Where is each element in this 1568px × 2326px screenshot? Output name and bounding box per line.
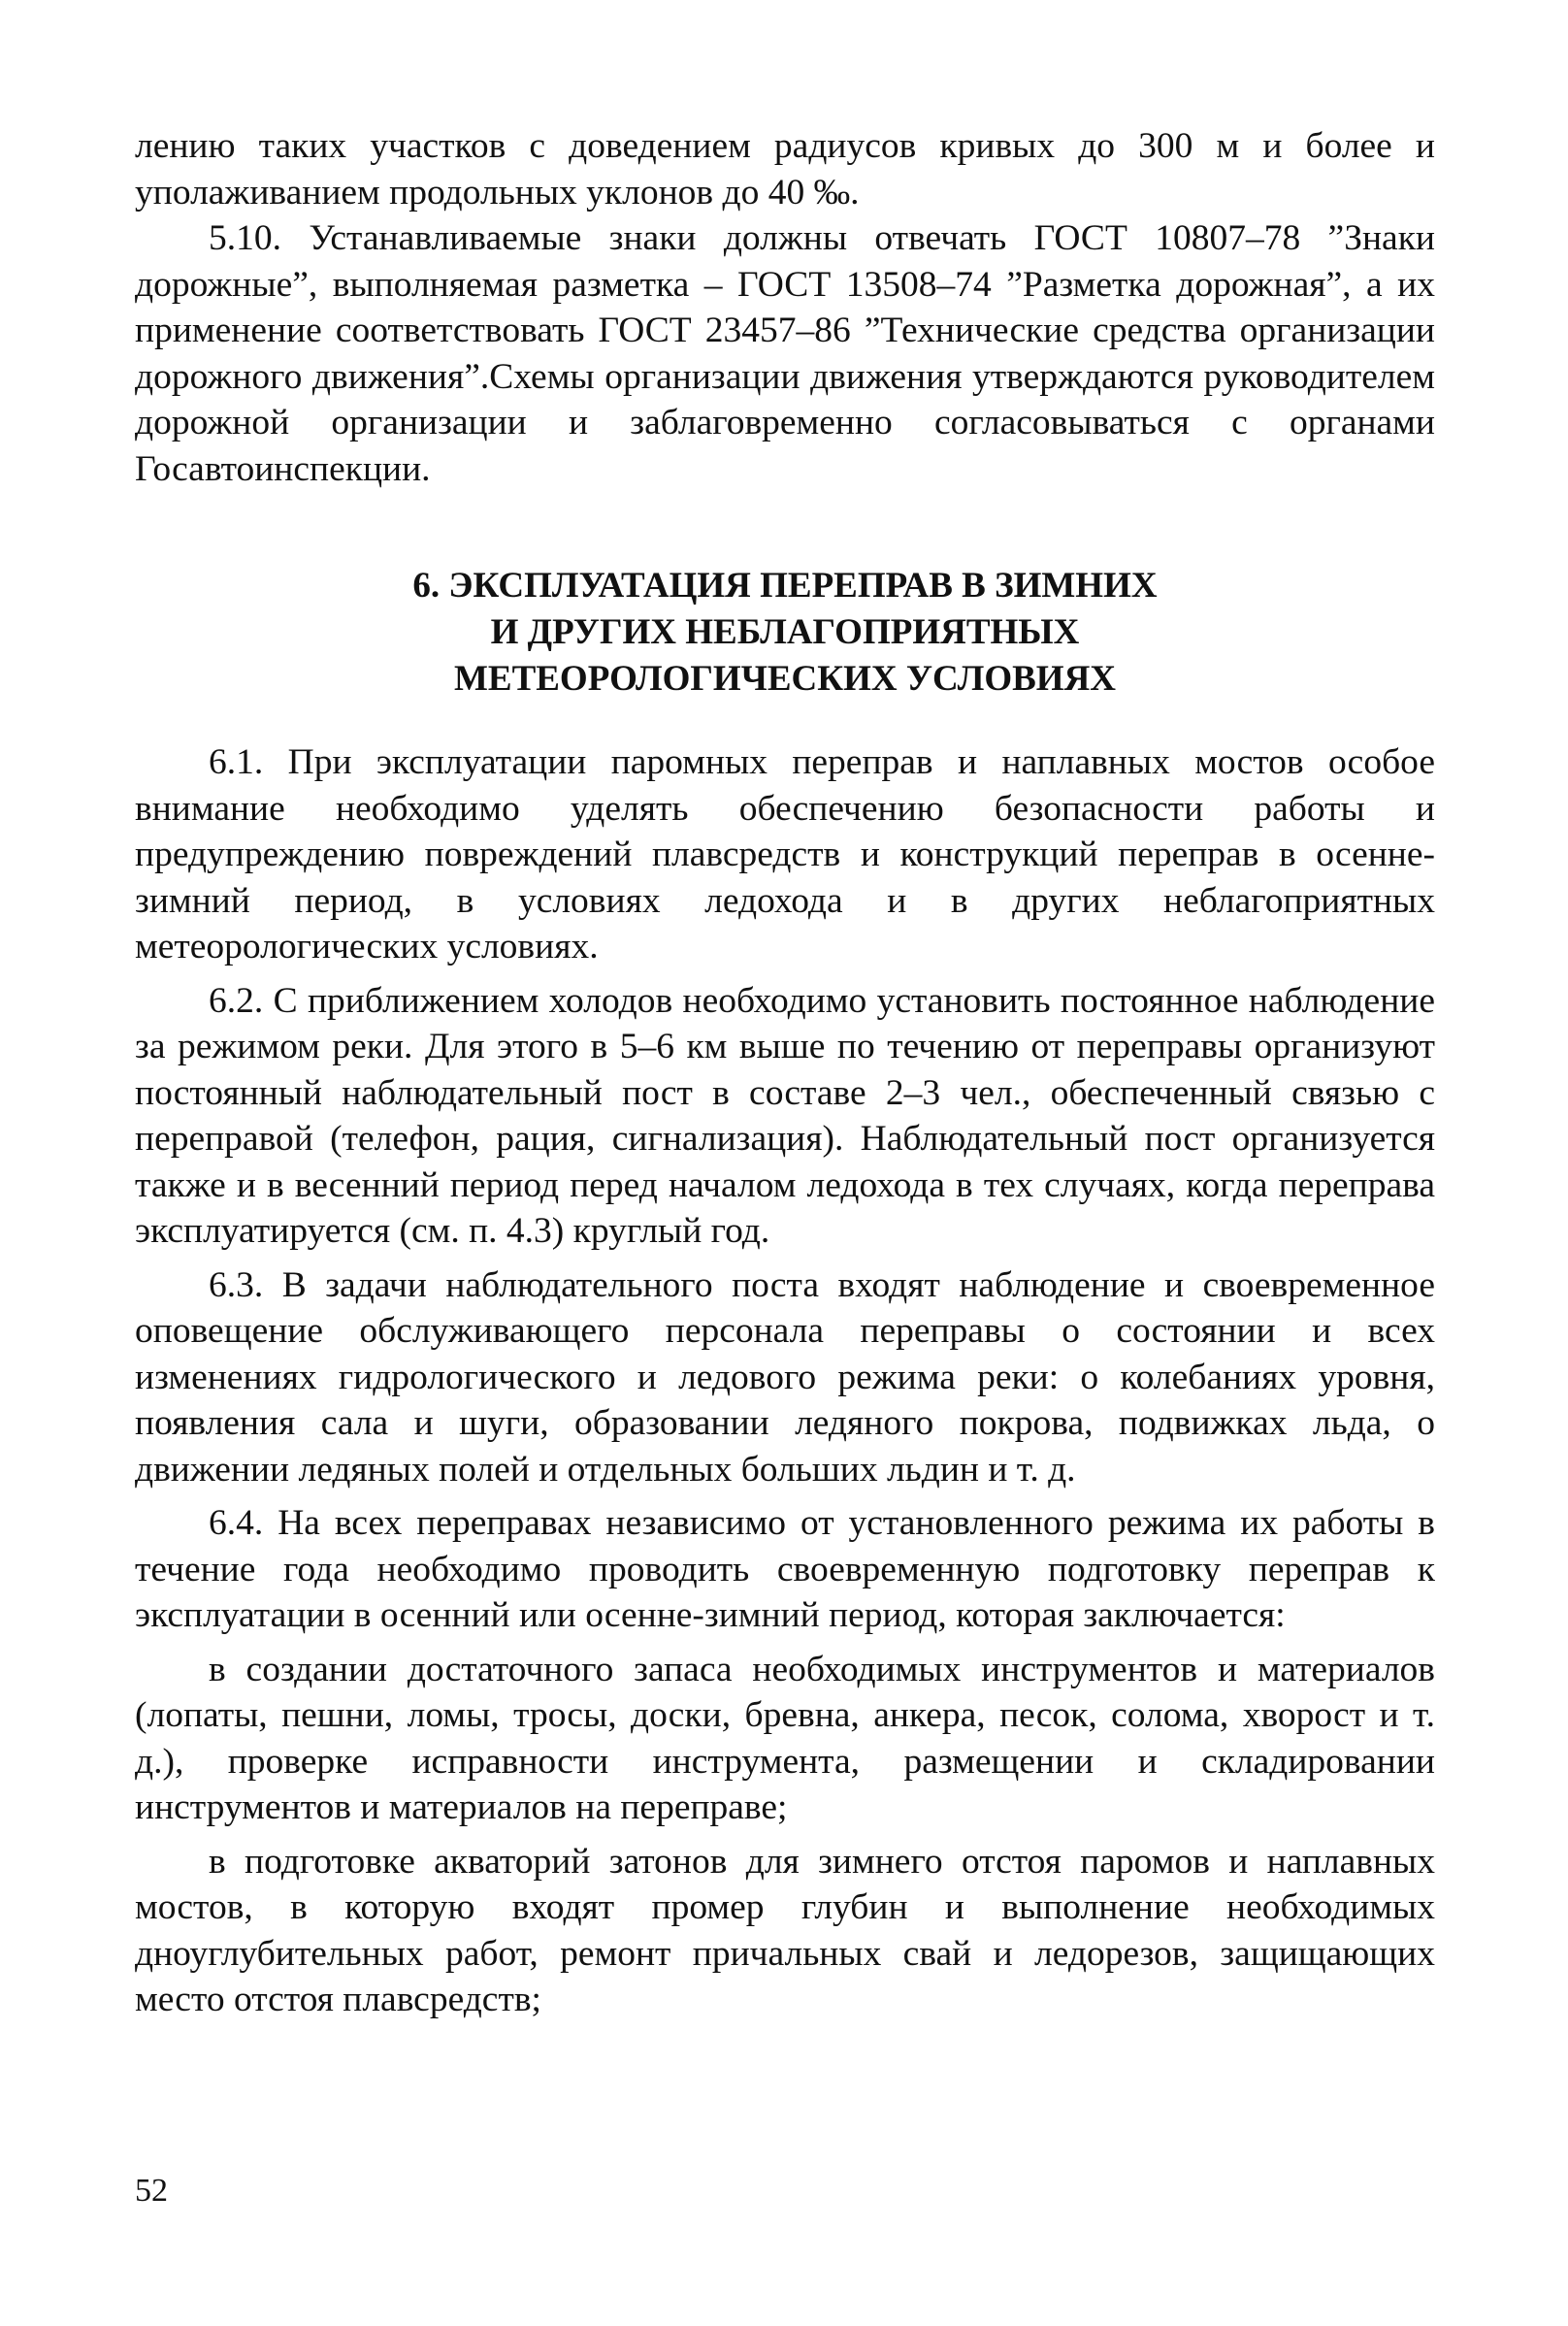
section-heading: [135, 563, 1435, 703]
list-item-materials: в создании достаточного запаса необходимых инструментов и материалов (лопаты, пешни, ломы, тросы, доски, бревна, анкера, песок, солома, хворост и т. д.), проверке исправности инструмента, размещении и складировании инструментов и материалов на переправе;: [135, 1649, 1435, 1827]
main-text-block: [135, 739, 1435, 2023]
paragraph-6-2: 6.2. С приближением холодов необходимо установить постоянное наблюдение за режимом реки. Для этого в 5–6 км выше по течению от переправы организуют постоянный наблюдательный пост в составе 2–3 чел., обеспеченный связью с переправой (телефон, рация, сигнализация). Наблюдательный пост организуется также и в весенний период перед началом ледохода в тех случаях, когда переправа эксплуатируется (см. п. 4.3) круглый год.: [135, 980, 1435, 1251]
heading-line-2: И ДРУГИХ НЕБЛАГОПРИЯТНЫХ: [490, 612, 1080, 652]
heading-line-3: МЕТЕОРОЛОГИЧЕСКИХ УСЛОВИЯХ: [453, 659, 1117, 699]
paragraph-6-4: 6.4. На всех переправах независимо от установленного режима их работы в течение года необходимо проводить своевременную подготовку переправ к эксплуатации в осенний или осенне-зимний период, которая заключается:: [135, 1503, 1435, 1635]
page-number: 52: [135, 2173, 168, 2209]
paragraph-5-10: 5.10. Устанавливаемые знаки должны отвечать ГОСТ 10807–78 ”Знаки дорожные”, выполняемая разметка – ГОСТ 13508–74 ”Разметка дорожная”, а их применение соответствовать ГОСТ 23457–86 ”Технические средства организации дорожного движения”.Схемы организации движения утверждаются руководителем дорожной организации и заблаговременно согласовываться с органами Госавтоинспекции.: [135, 218, 1435, 489]
paragraph-6-1: 6.1. При эксплуатации паромных переправ и наплавных мостов особое внимание необходимо уделять обеспечению безопасности работы и предупреждению повреждений плавсредств и конструкций переправ в осенне-зимний период, в условиях ледохода и в других неблагоприятных метеорологических условиях.: [135, 742, 1435, 966]
list-item-water-areas: в подготовке акваторий затонов для зимнего отстоя паромов и наплавных мостов, в которую входят промер глубин и выполнение необходимых дноуглубительных работ, ремонт причальных свай и ледорезов, защищающих место отстоя плавсредств;: [135, 1841, 1435, 2019]
paragraph-6-3: 6.3. В задачи наблюдательного поста входят наблюдение и своевременное оповещение обслуживающего персонала переправы о состоянии и всех изменениях гидрологического и ледового режима реки: о колебаниях уровня, появления сала и шуги, образовании ледяного покрова, подвижках льда, о движении ледяных полей и отдельных больших льдин и т. д.: [135, 1264, 1435, 1490]
top-text-block: [135, 123, 1435, 492]
paragraph-continuation: лению таких участков с доведением радиусов кривых до 300 м и более и уполаживанием продольных уклонов до 40 ‰.: [135, 126, 1435, 213]
heading-line-1: 6. ЭКСПЛУАТАЦИЯ ПЕРЕПРАВ В ЗИМНИХ: [412, 566, 1158, 606]
